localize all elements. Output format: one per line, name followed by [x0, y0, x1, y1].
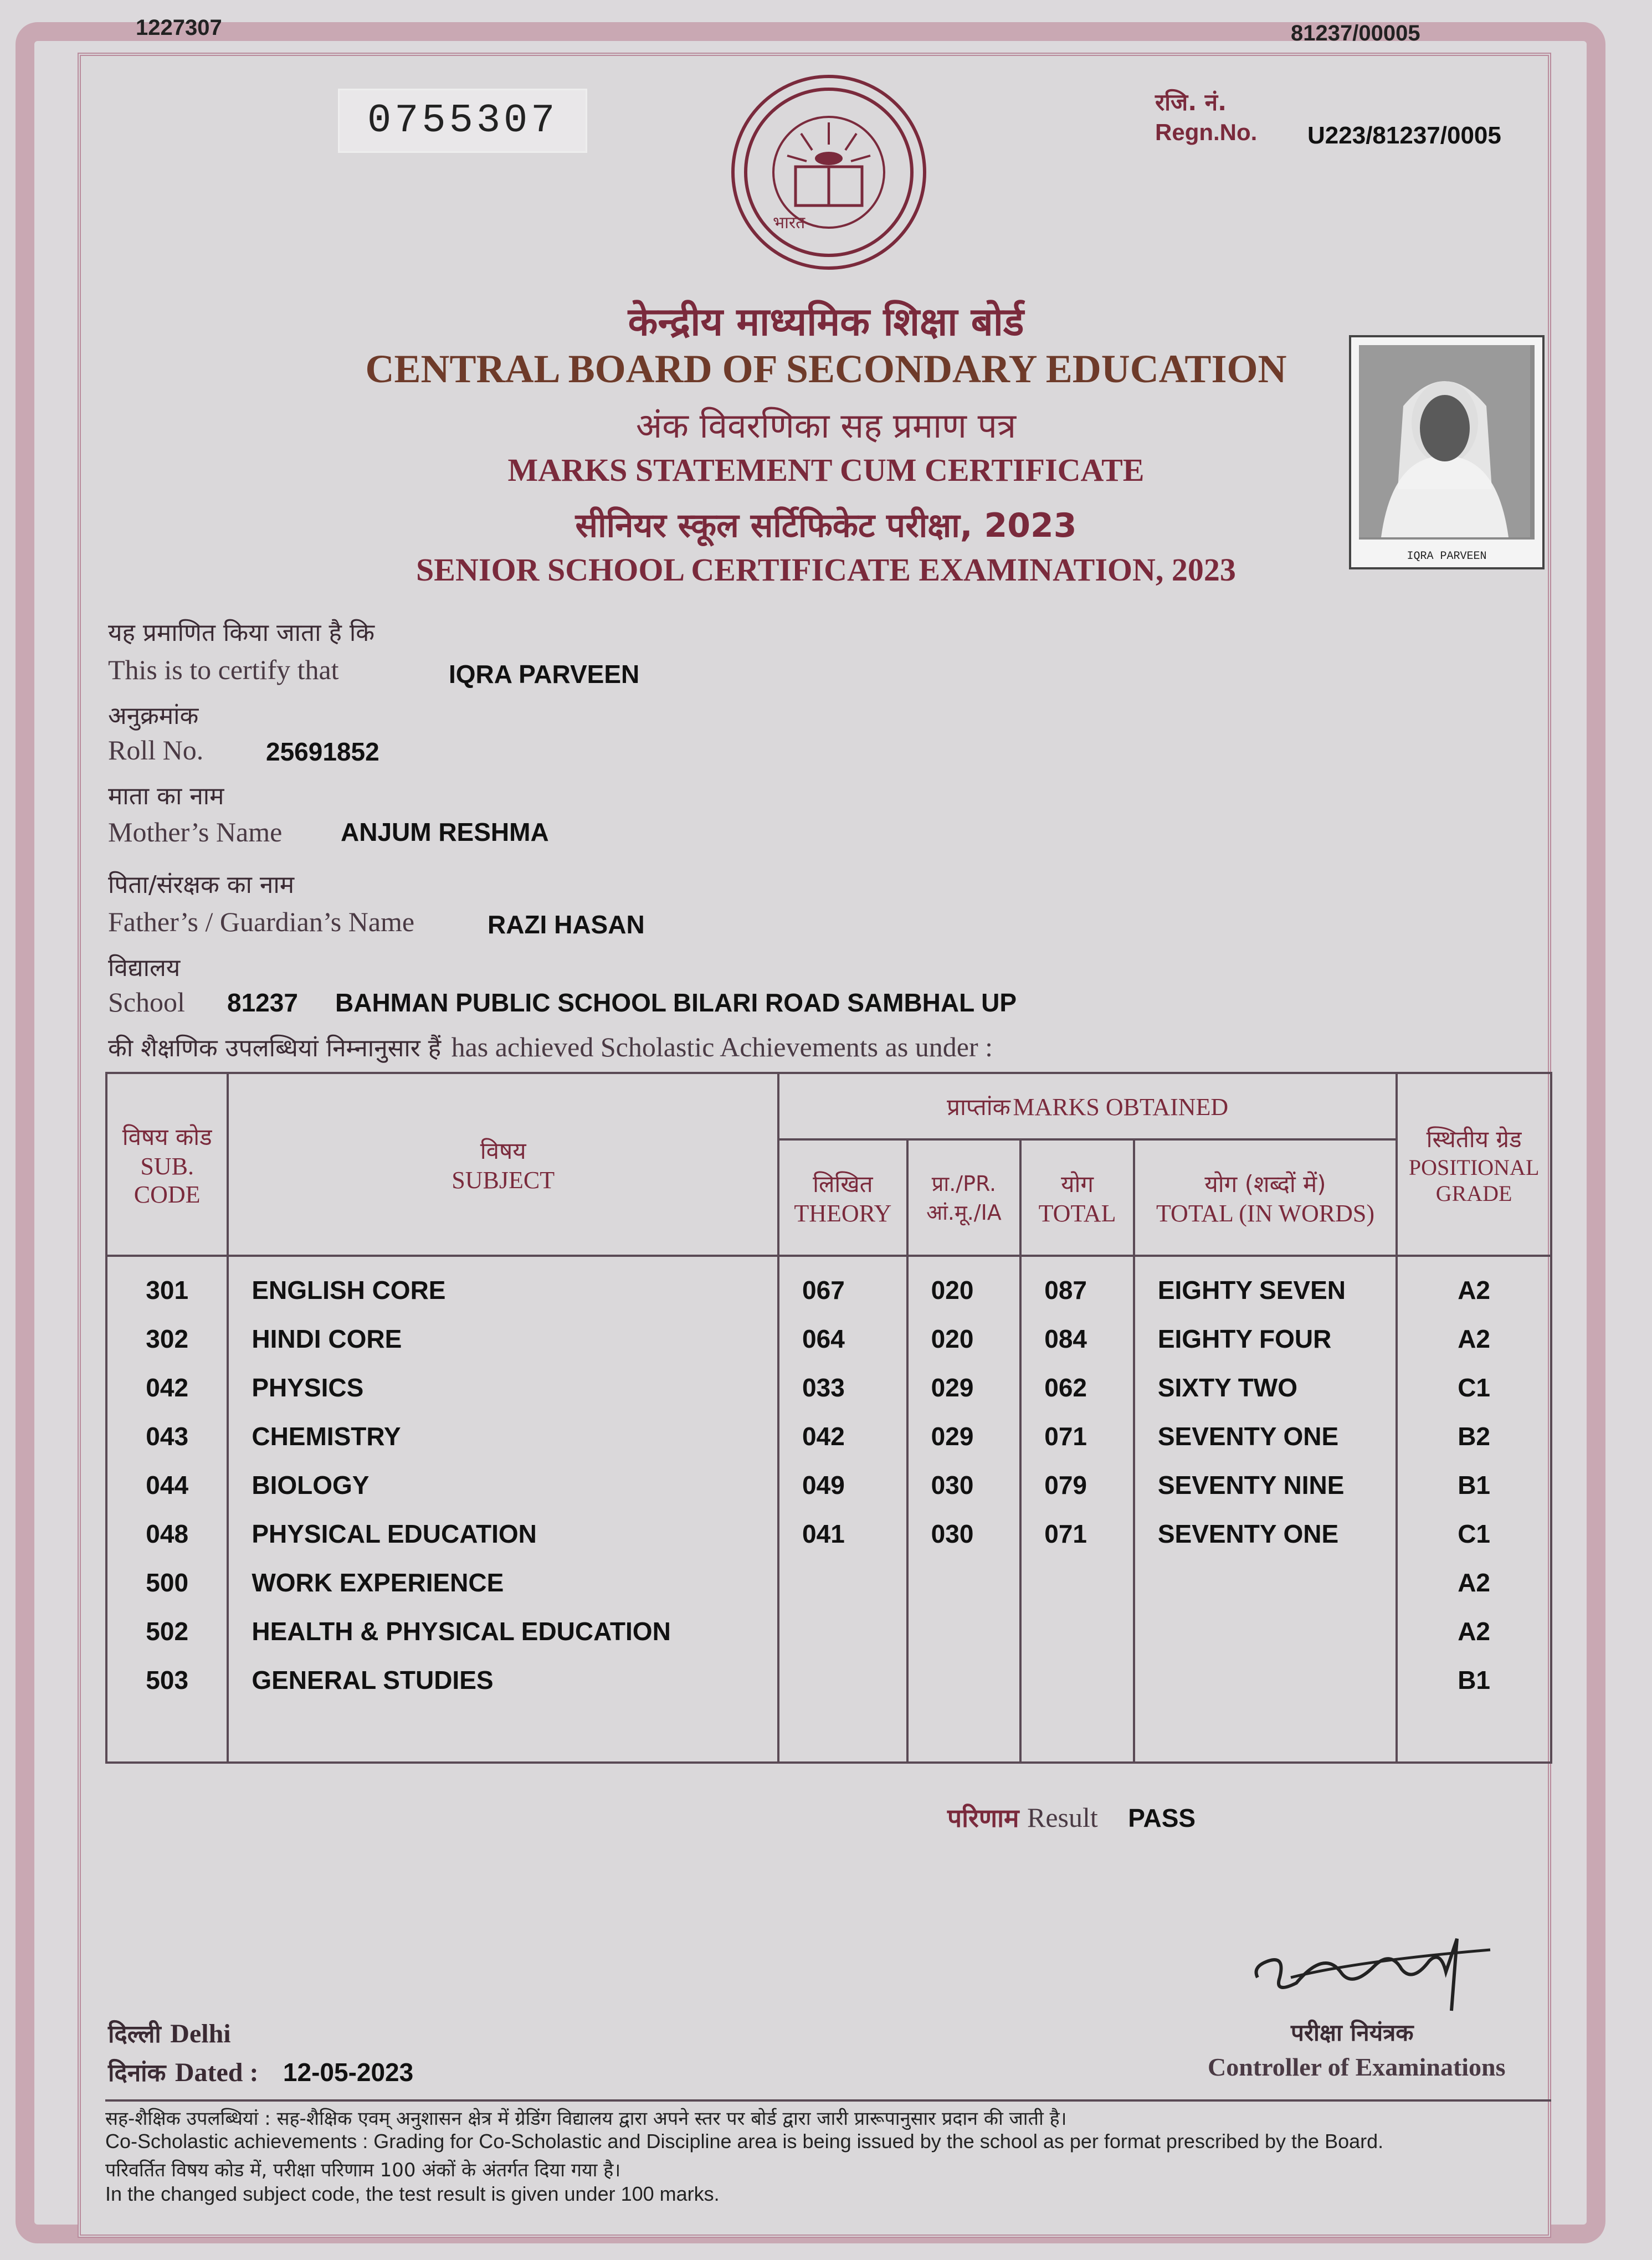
- subject-name: CHEMISTRY: [252, 1422, 401, 1451]
- theory-marks: [780, 1663, 906, 1712]
- words-column: [1134, 1256, 1397, 1763]
- subject-name: GENERAL STUDIES: [252, 1666, 494, 1694]
- achievements-label-hi: की शैक्षणिक उपलब्धियां निम्नानुसार हैं: [108, 1034, 442, 1062]
- positional-grade: B1: [1458, 1471, 1490, 1499]
- father-label-hi: पिता/संरक्षक का नाम: [108, 871, 295, 899]
- header-ia-en: आं.मू./IA: [926, 1200, 1002, 1225]
- header-theory-en: THEORY: [794, 1200, 892, 1227]
- cbse-logo: [731, 75, 926, 270]
- positional-grade: B2: [1458, 1422, 1490, 1451]
- total-marks: [1022, 1615, 1132, 1663]
- header-grade-en2: GRADE: [1435, 1180, 1512, 1206]
- total-in-words: [1136, 1566, 1395, 1615]
- total-in-words: EIGHTY SEVEN: [1157, 1276, 1346, 1304]
- portrait-icon: [1359, 345, 1530, 537]
- father-name: RAZI HASAN: [488, 910, 645, 939]
- ia-list: [909, 1273, 1019, 1712]
- ia-marks: [909, 1566, 1019, 1615]
- total-marks: 062: [1044, 1373, 1087, 1402]
- dated-value: 12-05-2023: [283, 2058, 414, 2087]
- header-subject-en: SUBJECT: [452, 1167, 555, 1194]
- code-column: [106, 1256, 228, 1763]
- school-label-en: School: [108, 987, 185, 1018]
- ia-marks: [909, 1615, 1019, 1663]
- subject-code: 502: [146, 1617, 189, 1646]
- mother-name: ANJUM RESHMA: [341, 818, 549, 846]
- header-subject: [228, 1073, 778, 1256]
- school-label-hi: विद्यालय: [108, 954, 181, 982]
- theory-marks: 067: [802, 1276, 845, 1304]
- signature-icon: [1246, 1917, 1501, 2016]
- subject-code: 503: [146, 1666, 189, 1694]
- dated-label-hi: दिनांक: [108, 2059, 166, 2087]
- subject-code: 301: [146, 1276, 189, 1304]
- date-line: [108, 2055, 413, 2088]
- logo-bottom-text: भारत: [773, 213, 806, 233]
- mother-label-en: Mother’s Name: [108, 816, 283, 848]
- certify-label-en: This is to certify that: [108, 654, 339, 685]
- place-line: [108, 2016, 231, 2050]
- marks-table: [105, 1072, 1552, 1764]
- positional-grade: A2: [1458, 1324, 1490, 1353]
- positional-grade: A2: [1458, 1568, 1490, 1597]
- code-list: [108, 1273, 226, 1712]
- subject-code: 048: [146, 1519, 189, 1548]
- header-theory-hi: लिखित: [813, 1170, 873, 1198]
- student-photo: [1349, 335, 1545, 569]
- theory-marks: [780, 1566, 906, 1615]
- achievements-line: [108, 1030, 993, 1064]
- serial-right: 81237/00005: [1291, 21, 1420, 45]
- positional-grade: A2: [1458, 1276, 1490, 1304]
- ia-marks: 029: [931, 1422, 974, 1451]
- header-marks-en: MARKS OBTAINED: [1013, 1093, 1229, 1121]
- ia-marks: [909, 1663, 1019, 1712]
- theory-marks: 042: [802, 1422, 845, 1451]
- theory-column: [778, 1256, 907, 1763]
- theory-marks: 041: [802, 1519, 845, 1548]
- total-in-words: EIGHTY FOUR: [1157, 1324, 1332, 1353]
- header-ia: [907, 1139, 1021, 1256]
- table-body-row: [106, 1256, 1551, 1763]
- subject-list: [229, 1273, 777, 1712]
- footer-note2-en: In the changed subject code, the test result is given under 100 marks.: [105, 2182, 720, 2205]
- total-marks: 071: [1044, 1422, 1087, 1451]
- footer-divider: [105, 2099, 1551, 2102]
- school-name: BAHMAN PUBLIC SCHOOL BILARI ROAD SAMBHAL UP: [335, 988, 1017, 1017]
- header-subject-hi: विषय: [480, 1137, 526, 1164]
- theory-marks: 049: [802, 1471, 845, 1499]
- roll-number: 25691852: [266, 737, 379, 766]
- subject-code: 302: [146, 1324, 189, 1353]
- logo-emblem-icon: [735, 78, 923, 266]
- exam-title-en: SENIOR SCHOOL CERTIFICATE EXAMINATION, 2023: [416, 552, 1236, 588]
- total-column: [1020, 1256, 1134, 1763]
- subject-code: 043: [146, 1422, 189, 1451]
- total-marks: 079: [1044, 1471, 1087, 1499]
- header-marks-obtained: [778, 1073, 1397, 1139]
- subject-name: WORK EXPERIENCE: [252, 1568, 504, 1597]
- total-marks: 087: [1044, 1276, 1087, 1304]
- subject-code: 044: [146, 1471, 189, 1499]
- total-in-words: SEVENTY NINE: [1157, 1471, 1345, 1499]
- ia-marks: 020: [931, 1324, 974, 1353]
- total-marks: [1022, 1663, 1132, 1712]
- header-total-en: TOTAL: [1038, 1200, 1116, 1227]
- positional-grade: C1: [1458, 1373, 1490, 1402]
- result-value: PASS: [1128, 1804, 1196, 1832]
- regn-label-en: Regn.No.: [1155, 119, 1258, 145]
- footer-note1-hi: सह-शैक्षिक उपलब्धियां : सह-शैक्षिक एवम् अनुशासन क्षेत्र में ग्रेडिंग विद्यालय द्वारा अपने स्तर पर बोर्ड द्वारा जारी प्रारूपानुसार प्रदान की जाती है।: [105, 2108, 1067, 2130]
- student-name: IQRA PARVEEN: [449, 660, 640, 689]
- subject-code: 042: [146, 1373, 189, 1402]
- header-code-hi: विषय कोड: [122, 1123, 212, 1150]
- certificate-number: 0755307: [338, 89, 587, 153]
- result-label-en: Result: [1027, 1802, 1098, 1833]
- subject-name: HINDI CORE: [252, 1324, 402, 1353]
- exam-title-hi: सीनियर स्कूल सर्टिफिकेट परीक्षा, 2023: [575, 506, 1077, 545]
- serial-left: 1227307: [136, 16, 222, 40]
- total-marks: 084: [1044, 1324, 1087, 1353]
- place-en: Delhi: [170, 2019, 231, 2048]
- total-in-words: SEVENTY ONE: [1157, 1422, 1339, 1451]
- theory-marks: [780, 1615, 906, 1663]
- header-marks-hi: प्राप्तांक: [947, 1093, 1010, 1121]
- total-marks: [1022, 1566, 1132, 1615]
- ia-marks: 030: [931, 1519, 974, 1548]
- school-code: 81237: [227, 988, 298, 1017]
- controller-label-en: Controller of Examinations: [1208, 2053, 1506, 2081]
- result-label-hi: परिणाम: [947, 1803, 1019, 1833]
- header-code-en1: SUB.: [140, 1152, 194, 1180]
- positional-grade: A2: [1458, 1617, 1490, 1646]
- words-list: [1136, 1273, 1395, 1712]
- subject-code: 500: [146, 1568, 189, 1597]
- subject-name: PHYSICAL EDUCATION: [252, 1519, 537, 1548]
- header-words-en: TOTAL (IN WORDS): [1156, 1200, 1375, 1227]
- total-in-words: [1136, 1615, 1395, 1663]
- grade-list: [1398, 1273, 1550, 1712]
- roll-label-en: Roll No.: [108, 734, 204, 766]
- result-line: [947, 1800, 1196, 1835]
- header-ia-hi: प्रा./PR.: [931, 1172, 997, 1196]
- grade-column: [1397, 1256, 1551, 1763]
- header-total-hi: योग: [1061, 1170, 1094, 1198]
- subject-name: ENGLISH CORE: [252, 1276, 446, 1304]
- board-title-hi: केन्द्रीय माध्यमिक शिक्षा बोर्ड: [628, 299, 1024, 345]
- positional-grade: C1: [1458, 1519, 1490, 1548]
- table-header-row-1: [106, 1073, 1551, 1139]
- header-theory: [778, 1139, 907, 1256]
- header-grade-hi: स्थितीय ग्रेड: [1426, 1125, 1522, 1153]
- mother-label-hi: माता का नाम: [108, 782, 224, 810]
- header-total: [1020, 1139, 1134, 1256]
- positional-grade: B1: [1458, 1666, 1490, 1694]
- subject-column: [228, 1256, 778, 1763]
- controller-label-hi: परीक्षा नियंत्रक: [1291, 2019, 1414, 2046]
- roll-label-hi: अनुक्रमांक: [108, 702, 199, 730]
- header-grade-en1: POSITIONAL: [1408, 1154, 1540, 1180]
- theory-marks: 033: [802, 1373, 845, 1402]
- header-total-words: [1134, 1139, 1397, 1256]
- ia-column: [907, 1256, 1021, 1763]
- photo-caption: IQRA PARVEEN: [1407, 550, 1487, 563]
- header-words-hi: योग (शब्दों में): [1204, 1170, 1326, 1198]
- certify-label-hi: यह प्रमाणित किया जाता है कि: [108, 619, 375, 647]
- photo-image: [1359, 345, 1535, 540]
- footer-note1-en: Co-Scholastic achievements : Grading for Co-Scholastic and Discipline area is being issued by the school as per format prescribed by the Board.: [105, 2130, 1384, 2153]
- ia-marks: 030: [931, 1471, 974, 1499]
- board-title-en: CENTRAL BOARD OF SECONDARY EDUCATION: [365, 347, 1287, 391]
- total-in-words: SIXTY TWO: [1157, 1373, 1297, 1402]
- theory-marks: 064: [802, 1324, 845, 1353]
- total-in-words: [1136, 1663, 1395, 1712]
- regn-number: U223/81237/0005: [1307, 122, 1501, 149]
- subject-name: HEALTH & PHYSICAL EDUCATION: [252, 1617, 671, 1646]
- header-sub-code: [106, 1073, 228, 1256]
- subject-name: PHYSICS: [252, 1373, 364, 1402]
- total-in-words: SEVENTY ONE: [1157, 1519, 1339, 1548]
- header-code-en2: CODE: [134, 1180, 201, 1208]
- subject-name: BIOLOGY: [252, 1471, 370, 1499]
- achievements-label-en: has achieved Scholastic Achievements as under :: [451, 1031, 993, 1062]
- statement-title-hi: अंक विवरणिका सह प्रमाण पत्र: [635, 405, 1017, 446]
- total-list: [1022, 1273, 1132, 1712]
- place-hi: दिल्ली: [108, 2020, 161, 2048]
- theory-list: [780, 1273, 906, 1712]
- total-marks: 071: [1044, 1519, 1087, 1548]
- footer-note2-hi: परिवर्तित विषय कोड में, परीक्षा परिणाम 100 अंकों के अंतर्गत दिया गया है।: [105, 2159, 621, 2181]
- header-grade: [1397, 1073, 1551, 1256]
- ia-marks: 029: [931, 1373, 974, 1402]
- regn-label-hi: रजि. नं.: [1155, 89, 1227, 116]
- statement-title-en: MARKS STATEMENT CUM CERTIFICATE: [507, 452, 1145, 488]
- ia-marks: 020: [931, 1276, 974, 1304]
- father-label-en: Father’s / Guardian’s Name: [108, 906, 415, 937]
- dated-label-en: Dated :: [175, 2058, 259, 2087]
